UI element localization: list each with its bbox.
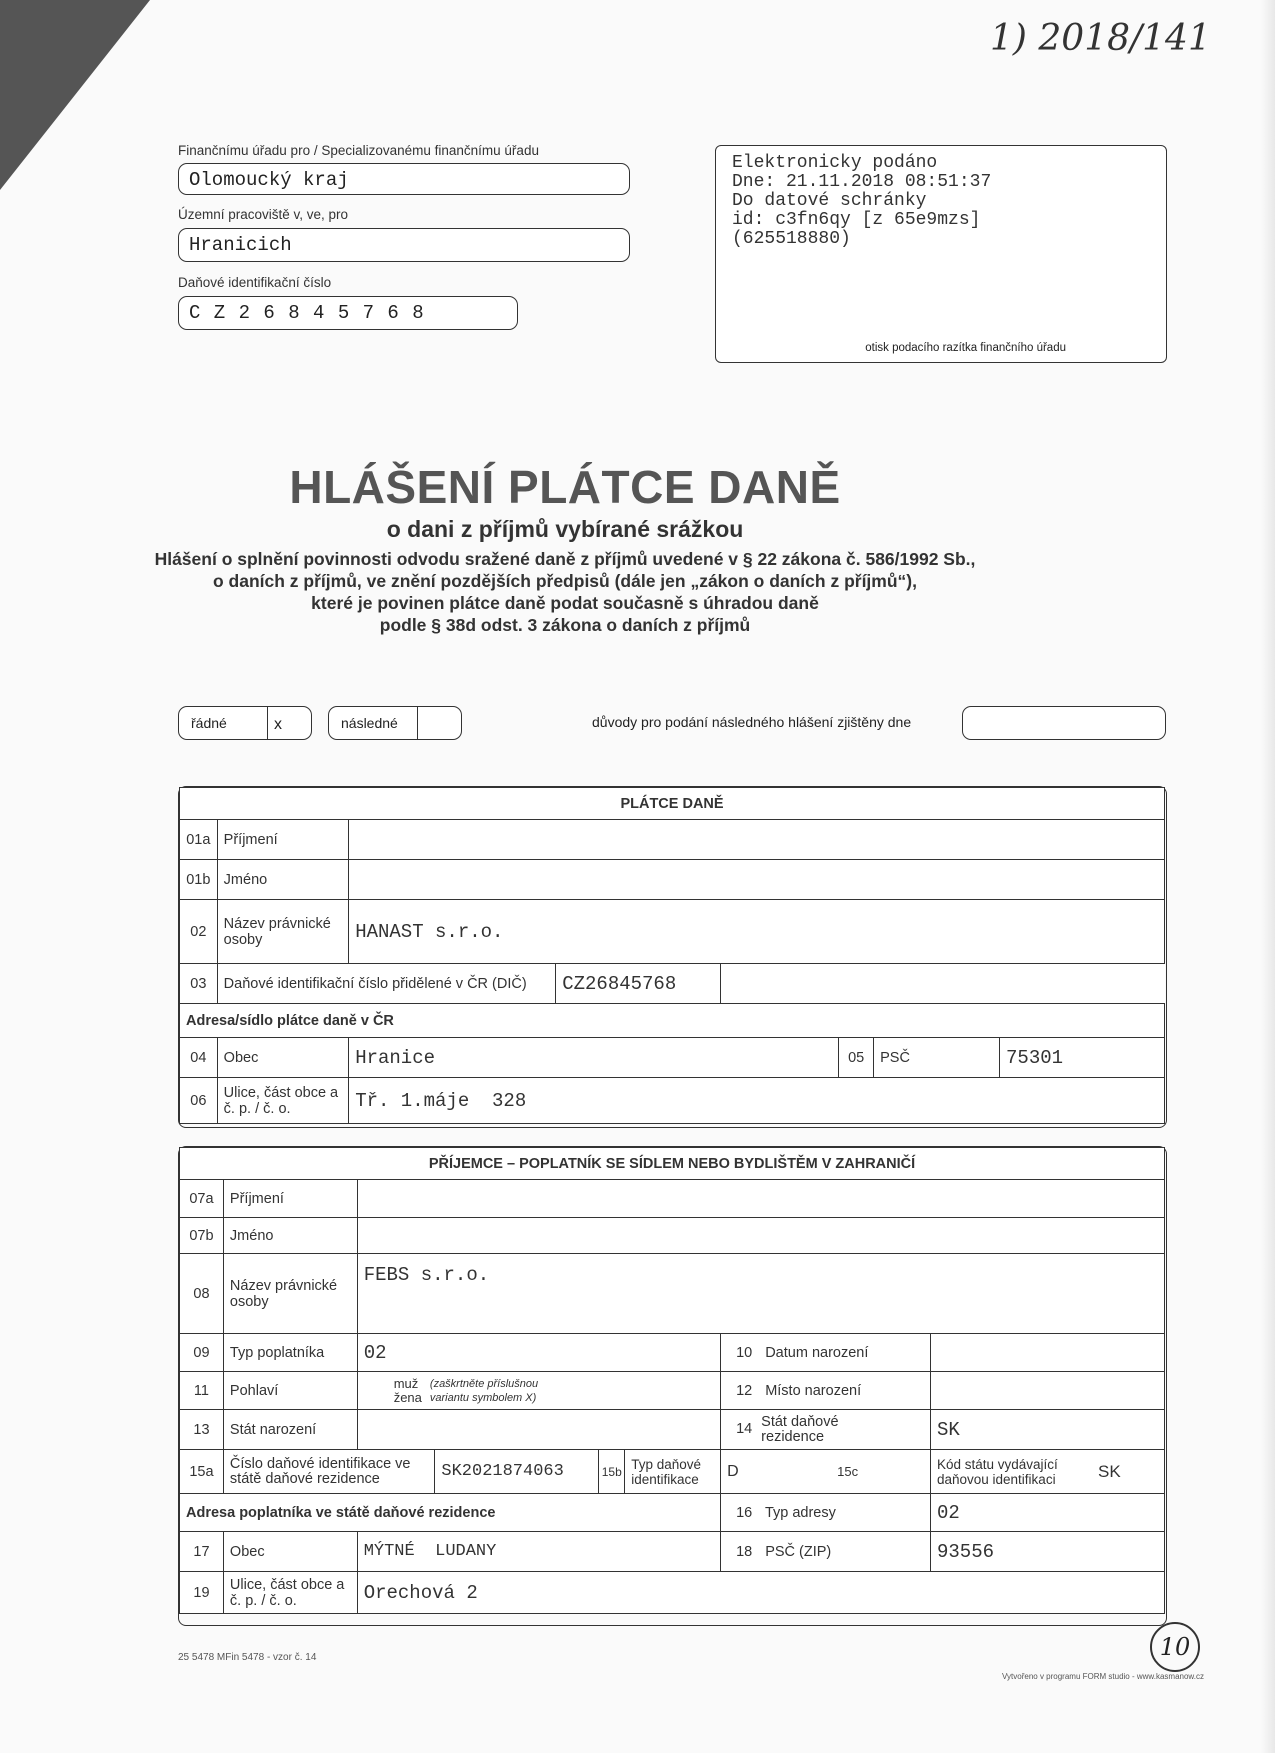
payer-dic-field[interactable]: CZ26845768 bbox=[556, 964, 721, 1004]
payer-address-header: Adresa/sídlo plátce daně v ČR bbox=[180, 1004, 1165, 1038]
regular-label: řádné bbox=[191, 715, 227, 731]
company-name-label: Název právnické osoby bbox=[223, 1254, 357, 1334]
followup-date-field[interactable] bbox=[962, 706, 1166, 740]
recipient-city-field[interactable]: MÝTNÉ LUDANY bbox=[357, 1532, 720, 1572]
street-label: Ulice, část obce a č. p. / č. o. bbox=[217, 1078, 349, 1124]
followup-reason-label: důvody pro podání následného hlášení zjištěny dne bbox=[592, 714, 912, 730]
stamp-line-2: Dne: 21.11.2018 08:51:37 bbox=[732, 172, 992, 192]
row-number: 16 bbox=[736, 1504, 753, 1521]
gender-label: Pohlaví bbox=[223, 1372, 357, 1410]
taxpayer-type-label: Typ poplatníka bbox=[223, 1334, 357, 1372]
dic-cz-label: Daňové identifikační číslo přidělené v ČR (DIČ) bbox=[217, 964, 556, 1004]
folded-corner bbox=[0, 0, 150, 190]
form-description-1: Hlášení o splnění povinnosti odvodu sražené daně z příjmů uvedené v § 22 zákona č. 586/1992 Sb., bbox=[154, 549, 976, 569]
row-number: 04 bbox=[180, 1038, 218, 1078]
software-credit: Vytvořeno v programu FORM studio - www.kasmanow.cz bbox=[1002, 1672, 1204, 1681]
tax-id-label: Číslo daňové identifikace ve státě daňové rezidence bbox=[223, 1450, 434, 1494]
filing-stamp bbox=[715, 145, 1167, 363]
zip-label: PSČ bbox=[874, 1038, 1000, 1078]
firstname-label: Jméno bbox=[223, 1218, 357, 1254]
row-number: 12 bbox=[736, 1382, 753, 1399]
form-description-4: podle § 38d odst. 3 zákona o daních z příjmů bbox=[379, 615, 751, 635]
birthdate-label-cell bbox=[721, 1334, 931, 1372]
birthplace-label: Místo narození bbox=[765, 1382, 862, 1399]
firstname-label: Jméno bbox=[217, 860, 349, 900]
stamp-line-1: Elektronicky podáno bbox=[732, 153, 938, 173]
recipient-company-field[interactable]: FEBS s.r.o. bbox=[357, 1254, 1164, 1334]
recipient-street-field[interactable]: Orechová 2 bbox=[357, 1572, 1164, 1614]
row-number: 14 bbox=[736, 1421, 753, 1437]
recipient-tax-id-country-field[interactable]: SK bbox=[1098, 1462, 1121, 1481]
row-number: 18 bbox=[736, 1543, 753, 1560]
recipient-type-field[interactable]: 02 bbox=[357, 1334, 720, 1372]
form-description-2: o daních z příjmů, ve znění pozdějších předpisů (dále jen „zákon o daních z příjmů“), bbox=[213, 571, 917, 591]
stamp-caption: otisk podacího razítka finančního úřadu bbox=[865, 342, 1066, 354]
residence-country-label: Stát daňové rezidence bbox=[761, 1413, 839, 1445]
stamp-line-5: (625518880) bbox=[732, 229, 851, 249]
row-number: 15c bbox=[837, 1464, 859, 1479]
address-type-label: Typ adresy bbox=[764, 1504, 836, 1521]
row-number: 11 bbox=[180, 1372, 224, 1410]
row-number: 02 bbox=[180, 900, 218, 964]
birth-country-label: Stát narození bbox=[223, 1410, 357, 1450]
recipient-table bbox=[179, 1147, 1165, 1614]
row-number: 15a bbox=[180, 1450, 224, 1494]
row-number: 09 bbox=[180, 1334, 224, 1372]
gender-note: (zaškrtněte příslušnou variantu symbolem X) bbox=[429, 1377, 539, 1404]
recipient-firstname-field[interactable] bbox=[357, 1218, 1164, 1254]
office-field[interactable] bbox=[178, 163, 630, 195]
birthplace-label-cell bbox=[721, 1372, 931, 1410]
recipient-address-type-field[interactable]: 02 bbox=[930, 1494, 1164, 1532]
payer-zip-field[interactable]: 75301 bbox=[1000, 1038, 1165, 1078]
city-label: Obec bbox=[223, 1532, 357, 1572]
divider bbox=[267, 707, 268, 739]
male-option[interactable]: muž bbox=[393, 1375, 419, 1391]
recipient-birthplace-field[interactable] bbox=[930, 1372, 1164, 1410]
surname-label: Příjmení bbox=[223, 1180, 357, 1218]
payer-header: PLÁTCE DANĚ bbox=[180, 788, 1165, 820]
row-number: 03 bbox=[180, 964, 218, 1004]
tax-id-country-label: Kód státu vydávající daňovou identifikaci bbox=[936, 1456, 1058, 1487]
female-option[interactable]: žena bbox=[393, 1389, 422, 1405]
row-number: 06 bbox=[180, 1078, 218, 1124]
tax-id-type-cell[interactable] bbox=[721, 1450, 931, 1494]
office-value: Olomoucký kraj bbox=[189, 169, 349, 191]
gender-options[interactable] bbox=[357, 1372, 720, 1410]
divider bbox=[417, 707, 418, 739]
recipient-tax-id-type-field[interactable]: D bbox=[727, 1462, 739, 1480]
street-label: Ulice, část obce a č. p. / č. o. bbox=[223, 1572, 357, 1614]
row-number: 08 bbox=[180, 1254, 224, 1334]
recipient-residence-country-field[interactable]: SK bbox=[930, 1410, 1164, 1450]
regular-mark: x bbox=[274, 716, 282, 733]
handwritten-page-number: 10 bbox=[1150, 1622, 1200, 1672]
stamp-line-4: id: c3fn6qy [z 65e9mzs] bbox=[732, 210, 981, 230]
dic-label: Daňové identifikační číslo bbox=[178, 275, 332, 290]
recipient-surname-field[interactable] bbox=[357, 1180, 1164, 1218]
regular-checkbox[interactable] bbox=[178, 706, 312, 740]
row-number: 17 bbox=[180, 1532, 224, 1572]
dic-value: C Z 2 6 8 4 5 7 6 8 bbox=[189, 302, 425, 324]
payer-street-field[interactable]: Tř. 1.máje 328 bbox=[349, 1078, 1165, 1124]
row-number: 19 bbox=[180, 1572, 224, 1614]
row-number: 05 bbox=[839, 1038, 874, 1078]
address-type-label-cell bbox=[721, 1494, 931, 1532]
form-code: 25 5478 MFin 5478 - vzor č. 14 bbox=[178, 1652, 317, 1663]
followup-checkbox[interactable] bbox=[328, 706, 462, 740]
page-edge bbox=[1261, 0, 1275, 1753]
payer-table bbox=[179, 787, 1165, 1124]
payer-company-field[interactable]: HANAST s.r.o. bbox=[349, 900, 1165, 964]
dic-field[interactable] bbox=[178, 296, 518, 330]
payer-firstname-field[interactable] bbox=[349, 860, 1165, 900]
tax-id-country-cell bbox=[930, 1450, 1164, 1494]
workplace-label: Územní pracoviště v, ve, pro bbox=[178, 207, 349, 222]
handwritten-reference: 1) 2018/141 bbox=[990, 18, 1211, 59]
residence-country-label-cell bbox=[721, 1410, 931, 1450]
workplace-value: Hranicich bbox=[189, 234, 292, 256]
form-description-3: které je povinen plátce daně podat současně s úhradou daně bbox=[311, 593, 819, 613]
surname-label: Příjmení bbox=[217, 820, 349, 860]
office-label: Finančnímu úřadu pro / Specializovanému finančnímu úřadu bbox=[178, 143, 539, 158]
zip-label: PSČ (ZIP) bbox=[765, 1543, 832, 1560]
payer-city-field[interactable]: Hranice bbox=[349, 1038, 839, 1078]
row-number: 01a bbox=[180, 820, 218, 860]
recipient-zip-field[interactable]: 93556 bbox=[930, 1532, 1164, 1572]
row-number: 15b bbox=[599, 1450, 625, 1494]
followup-label: následné bbox=[341, 715, 398, 731]
row-number: 07a bbox=[180, 1180, 224, 1218]
row-number: 01b bbox=[180, 860, 218, 900]
tax-id-type-label: Typ daňové identifikace bbox=[625, 1450, 721, 1494]
recipient-address-header: Adresa poplatníka ve státě daňové rezidence bbox=[180, 1494, 721, 1532]
city-label: Obec bbox=[217, 1038, 349, 1078]
row-number: 07b bbox=[180, 1218, 224, 1254]
recipient-header: PŘÍJEMCE – POPLATNÍK SE SÍDLEM NEBO BYDLIŠTĚM V ZAHRANIČÍ bbox=[180, 1148, 1165, 1180]
stamp-text bbox=[732, 154, 991, 249]
zip-label-cell bbox=[721, 1532, 931, 1572]
form-subtitle: o dani z příjmů vybírané srážkou bbox=[386, 516, 744, 542]
recipient-tax-id-field[interactable]: SK2021874063 bbox=[435, 1450, 599, 1494]
workplace-field[interactable] bbox=[178, 228, 630, 262]
form-title: HLÁŠENÍ PLÁTCE DANĚ bbox=[289, 461, 841, 513]
row-number: 13 bbox=[180, 1410, 224, 1450]
stamp-line-3: Do datové schránky bbox=[732, 191, 927, 211]
recipient-birthdate-field[interactable] bbox=[930, 1334, 1164, 1372]
row-number: 10 bbox=[736, 1344, 753, 1361]
empty-cell bbox=[721, 964, 1165, 1004]
payer-surname-field[interactable] bbox=[349, 820, 1165, 860]
company-name-label: Název právnické osoby bbox=[217, 900, 349, 964]
recipient-birth-country-field[interactable] bbox=[357, 1410, 720, 1450]
birthdate-label: Datum narození bbox=[765, 1344, 869, 1361]
